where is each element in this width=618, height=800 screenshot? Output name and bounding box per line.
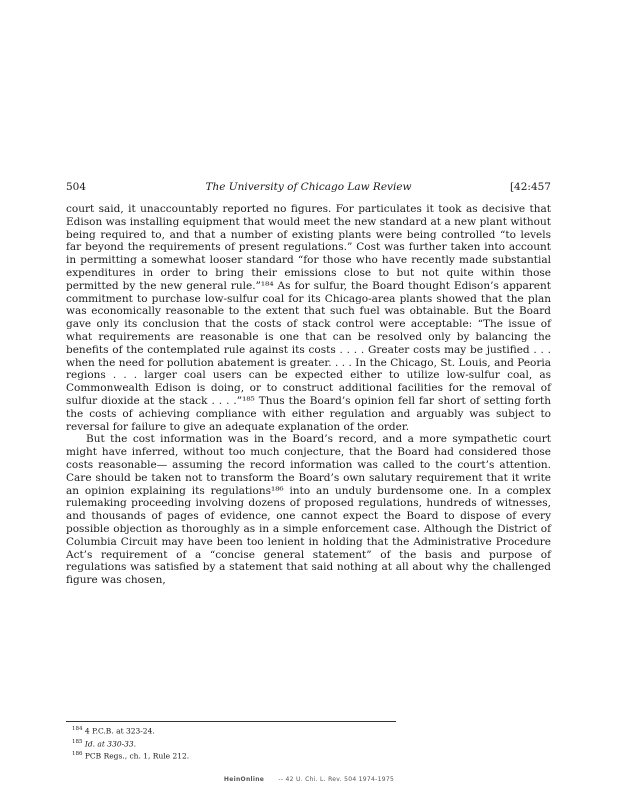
running-header [66,181,551,197]
volume-cite: [42:457 [509,181,551,193]
paragraph-1: court said, it unaccountably reported no figures. For particulates it took as decisive that Edison was installing equipment that would meet the new standard at a new plant without being required to, and that a number of existing plants were being controlled “to levels far beyond the requirements of present regulations.” Cost was further taken into account in permitting a somewhat looser standard “for those who have recently made substantial expenditures in order to bring their emissions close to but not quite within those permitted by the new general rule.”¹⁸⁴ As for sulfur, the Board thought Edison’s apparent commitment to purchase low-sulfur coal for its Chicago-area plants showed that the plan was economically reasonable to the extent that such fuel was obtainable. But the Board gave only its conclusion that the costs of stack control were acceptable: “The issue of what requirements are reasonable is one that can be resolved only by balancing the benefits of the contemplated rule against its costs . . . . Greater costs may be justified . . . when the need for pollution abatement is greater. . . . In the Chicago, St. Louis, and Peoria regions . . . larger coal users can be expected either to utilize low-sulfur coal, as Commonwealth Edison is doing, or to construct additional facilities for the removal of sulfur dioxide at the stack . . . .”¹⁸⁵ Thus the Board’s opinion fell far short of setting forth the costs of achieving compliance with either regulation and arguably was subject to reversal for failure to give an adequate explanation of the order. [66,203,551,433]
footnote-184: $^{184}$ 4 P.C.B. at 323-24. [72,726,155,736]
paragraph-2: But the cost information was in the Board’s record, and a more sympathetic court might have inferred, without too much conjecture, that the Board had considered those costs reasonable— assuming the record information was called to the court’s attention. Care should be taken not to transform the Board’s own salutary requirement that it write an opinion explaining its regulations¹⁸⁶ into an unduly burdensome one. In a complex rulemaking proceeding involving dozens of proposed regulations, hundreds of witnesses, and thousands of pages of evidence, one cannot expect the Board to dispose of every possible objection as thoroughly as in a simple enforcement case. Although the District of Columbia Circuit may have been too lenient in holding that the Administrative Procedure Act’s requirement of a “concise general statement” of the basis and purpose of regulations was satisfied by a statement that said nothing at all about why the challenged figure was chosen, [66,433,551,587]
footer-source: HeinOnline [223,776,265,783]
journal-title: The University of Chicago Law Review [205,181,412,193]
body-text [66,203,551,587]
footnotes [72,724,372,762]
page-footer [0,776,618,783]
footnote-divider [66,721,396,722]
footnote-186: $^{186}$ PCB Regs., ch. 1, Rule 212. [72,751,190,761]
page-number: 504 [66,181,87,193]
footer-citation: -- 42 U. Chi. L. Rev. 504 1974-1975 [278,776,395,783]
footnote-185: $^{185}$ Id. at 330-33. [72,738,137,748]
